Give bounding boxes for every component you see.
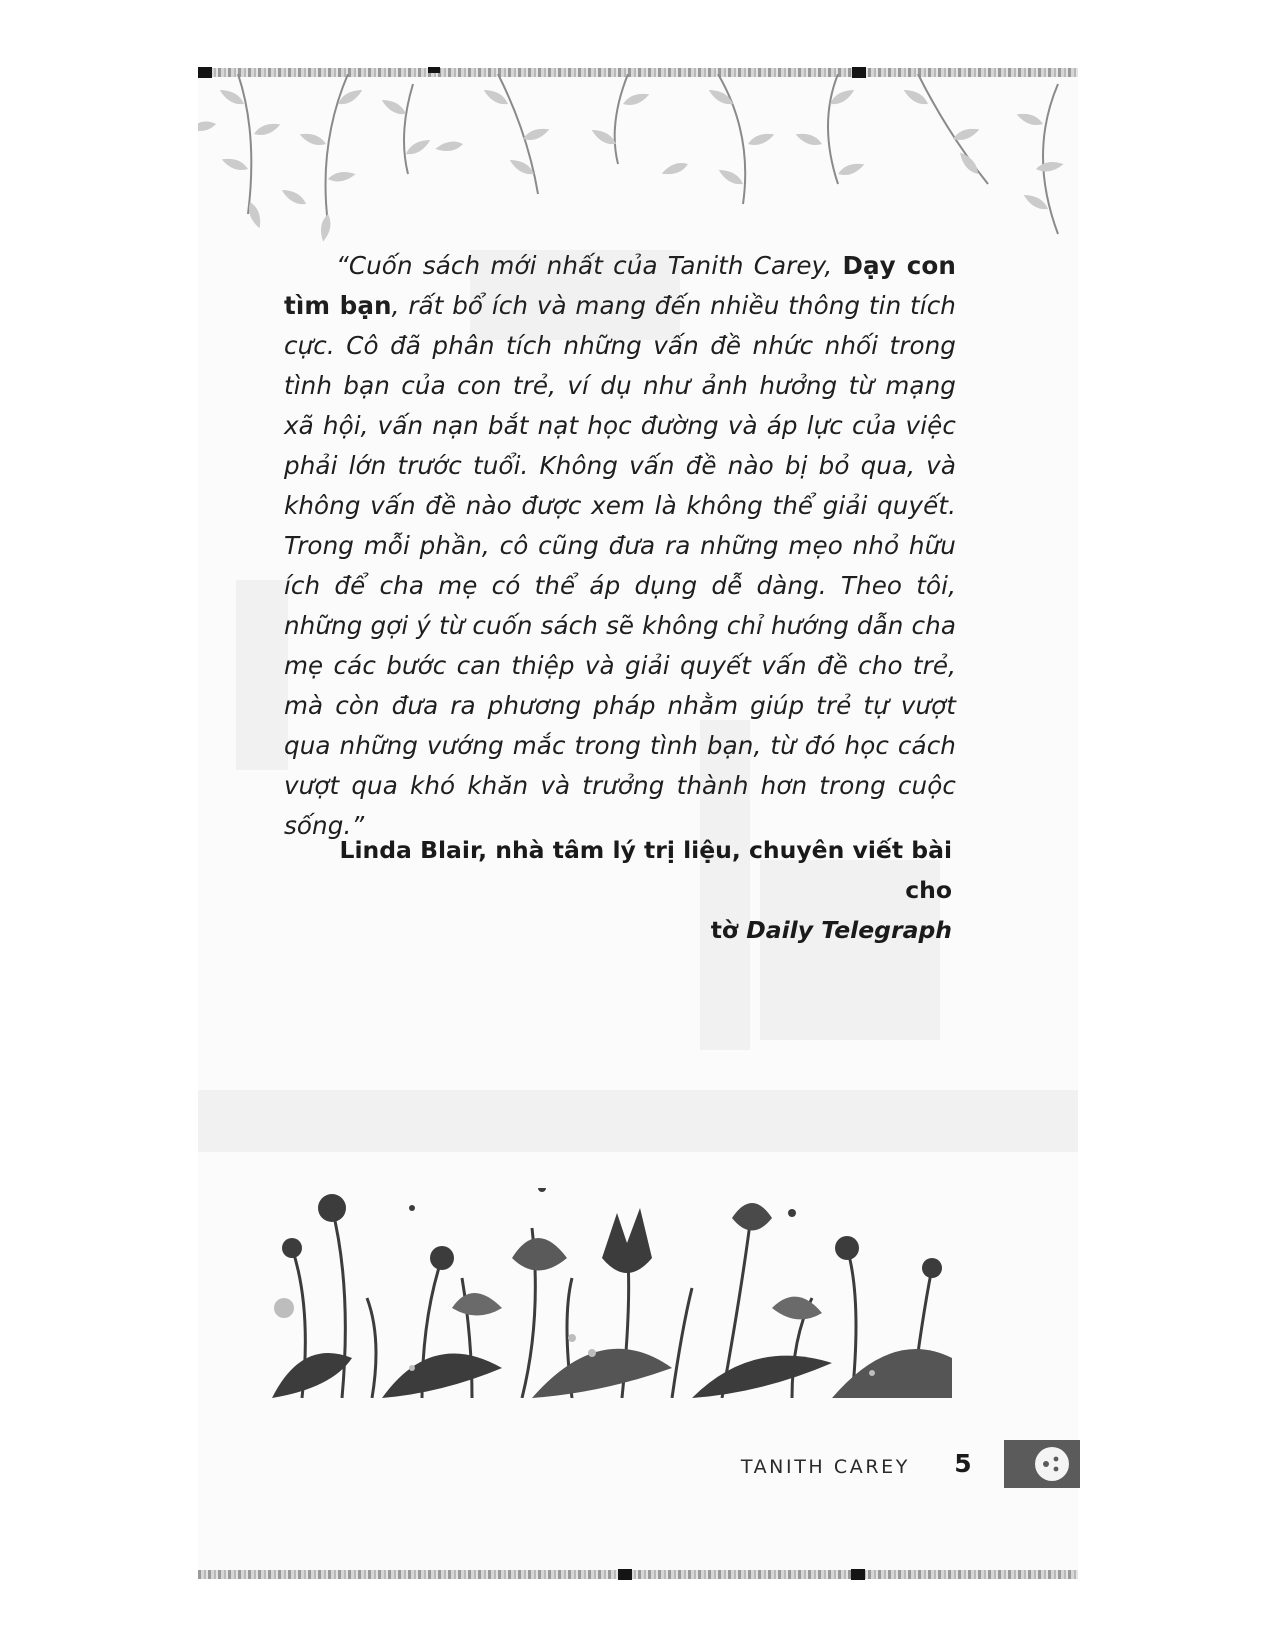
show-through-block: [198, 1090, 1078, 1152]
testimonial-quote: [284, 246, 956, 846]
bottom-edge-strip: [198, 1570, 1078, 1579]
book-title: Dạy con tìm bạn: [284, 251, 956, 320]
bottom-edge-mark: [618, 1569, 632, 1580]
running-footer-author: TANITH CAREY: [740, 1456, 910, 1478]
quote-attribution: [300, 830, 952, 950]
top-edge-mark: [428, 67, 440, 73]
wildflowers-illustration: [272, 1188, 952, 1398]
attribution-publication-line: [300, 910, 952, 950]
publication-name: Daily Telegraph: [746, 916, 952, 944]
show-through-block: [236, 580, 288, 770]
quote-intro: “Cuốn sách mới nhất của Tanith Carey,: [336, 251, 843, 280]
quote-body: , rất bổ ích và mang đến nhiều thông tin tích cực. Cô đã phân tích những vấn đề nhức nhối trong tình bạn của con trẻ, ví dụ như ảnh hưởng từ mạng xã hội, vấn nạn bắt nạt học đường và áp lực của việc phải lớn trước tuổi. Không vấn đề nào bị bỏ qua, và không vấn đề nào được xem là không thể giải quyết. Trong mỗi phần, cô cũng đưa ra những mẹo nhỏ hữu ích để cha mẹ có thể áp dụng dễ dàng. Theo tôi, những gợi ý từ cuốn sách sẽ không chỉ hướng dẫn cha mẹ các bước can thiệp và giải quyết vấn đề cho trẻ, mà còn đưa ra phương pháp nhằm giúp trẻ tự vượt qua những vướng mắc trong tình bạn, từ đó học cách vượt qua khó khăn và trưởng thành hơn trong cuộc sống.”: [284, 291, 956, 840]
page-number: 5: [954, 1449, 972, 1478]
attribution-name-line: Linda Blair, nhà tâm lý trị liệu, chuyên viết bài cho: [339, 836, 952, 904]
smiley-face-icon: [1033, 1445, 1071, 1483]
leaf-branches-illustration: [198, 74, 1078, 244]
attribution-prefix: tờ: [710, 916, 747, 944]
bottom-edge-mark: [851, 1569, 865, 1580]
